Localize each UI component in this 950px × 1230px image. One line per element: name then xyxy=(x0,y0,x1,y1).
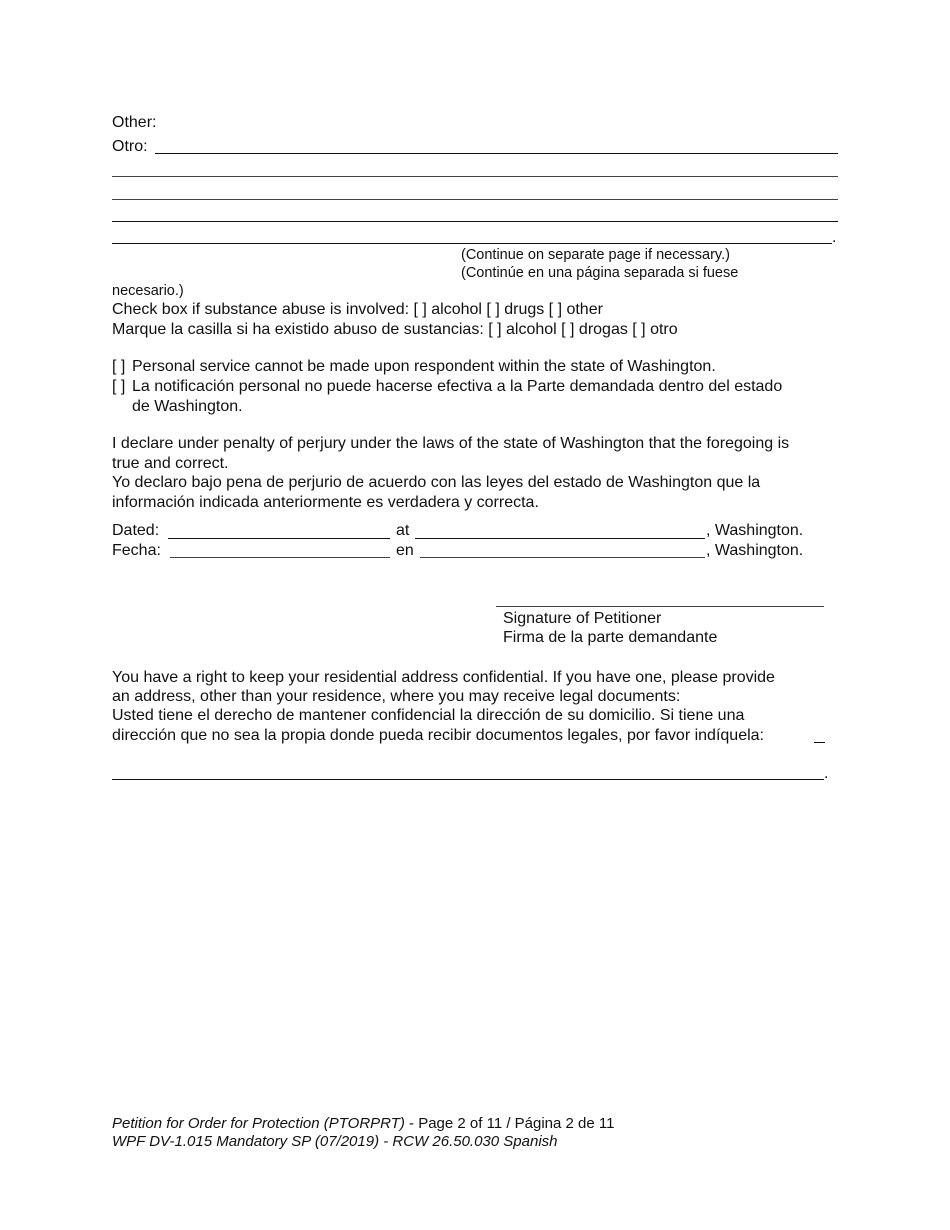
substance-abuse-es: Marque la casilla si ha existido abuso de sustancias: [ ] alcohol [ ] drogas [ ] otro xyxy=(112,321,678,338)
service-checkbox-en[interactable]: [ ] xyxy=(112,358,126,375)
address-en-1: You have a right to keep your residential address confidential. If you have one, please provide xyxy=(112,669,775,686)
service-text-en: Personal service cannot be made upon respondent within the state of Washington. xyxy=(132,358,716,375)
fecha-washington: , Washington. xyxy=(706,542,804,559)
other-input-line-4[interactable] xyxy=(112,221,838,222)
declaration-en-2: true and correct. xyxy=(112,455,229,472)
dated-label: Dated: xyxy=(112,522,160,539)
continue-note-en: (Continue on separate page if necessary.) xyxy=(461,247,730,263)
other-input-line-5[interactable] xyxy=(112,243,832,244)
declaration-es-1: Yo declaro bajo pena de perjurio de acuerdo con las leyes del estado de Washington que la xyxy=(112,474,761,491)
dated-washington: , Washington. xyxy=(706,522,804,539)
footer-line-1 xyxy=(112,1115,614,1133)
other-input-line-2[interactable] xyxy=(112,176,838,177)
other-input-line-1[interactable] xyxy=(155,153,838,154)
signature-label-en: Signature of Petitioner xyxy=(503,610,662,627)
service-checkbox-es[interactable]: [ ] xyxy=(112,378,126,395)
dated-place-input[interactable] xyxy=(415,538,705,539)
footer-form-title: Petition for Order for Protection (PTORPRT) xyxy=(112,1115,405,1132)
address-es-2: dirección que no sea la propia donde pueda recibir documentos legales, por favor indíquela: xyxy=(112,727,764,744)
service-text-es: La notificación personal no puede hacerse efectiva a la Parte demandada dentro del estado xyxy=(132,378,783,395)
address-en-2: an address, other than your residence, where you may receive legal documents: xyxy=(112,688,681,705)
address-end-period: . xyxy=(824,765,829,782)
declaration-en-1: I declare under penalty of perjury under the laws of the state of Washington that the foregoing is xyxy=(112,435,790,452)
fecha-label: Fecha: xyxy=(112,542,161,559)
fecha-en-label: en xyxy=(396,542,414,559)
address-input-line[interactable] xyxy=(112,779,824,780)
footer-form-id: WPF DV-1.015 Mandatory SP (07/2019) - RCW 26.50.030 Spanish xyxy=(112,1133,558,1150)
otro-label: Otro: xyxy=(112,138,148,155)
address-es-1: Usted tiene el derecho de mantener confidencial la dirección de su domicilio. Si tiene una xyxy=(112,707,745,724)
other-label: Other: xyxy=(112,114,157,131)
service-text-es-cont: de Washington. xyxy=(132,398,243,415)
dated-date-input[interactable] xyxy=(168,538,390,539)
continue-note-es-cont: necesario.) xyxy=(112,283,184,299)
signature-line[interactable] xyxy=(496,606,824,607)
address-input-start[interactable] xyxy=(814,742,825,743)
footer-page-info: - Page 2 of 11 / Página 2 de 11 xyxy=(404,1115,615,1132)
substance-abuse-en: Check box if substance abuse is involved: [ ] alcohol [ ] drugs [ ] other xyxy=(112,301,603,318)
fecha-date-input[interactable] xyxy=(170,557,390,558)
declaration-es-2: información indicada anteriormente es verdadera y correcta. xyxy=(112,494,539,511)
other-end-period: . xyxy=(832,229,837,246)
continue-note-es: (Continúe en una página separada si fuese xyxy=(461,265,739,281)
other-input-line-3[interactable] xyxy=(112,199,838,200)
fecha-place-input[interactable] xyxy=(420,557,705,558)
dated-at-label: at xyxy=(396,522,410,539)
signature-label-es: Firma de la parte demandante xyxy=(503,629,718,646)
